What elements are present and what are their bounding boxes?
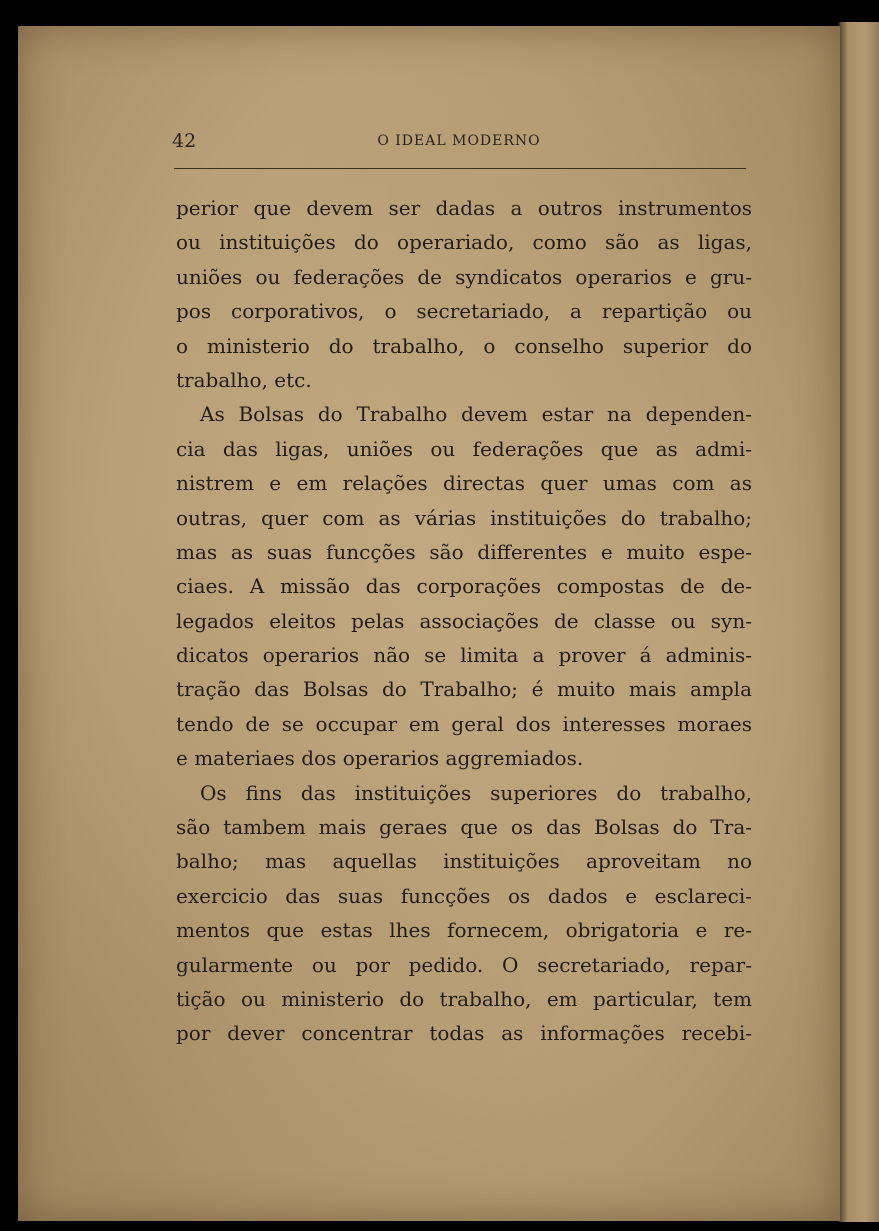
page-header bbox=[170, 130, 748, 156]
text-line: ciaes. A missão das corporações compostas de de- bbox=[176, 574, 752, 599]
text-line: mas as suas funcções são differentes e muito espe- bbox=[176, 539, 752, 564]
text-line: ou instituições do operariado, como são as ligas, bbox=[176, 230, 752, 255]
page-number: 42 bbox=[172, 130, 197, 152]
text-line: tendo de se occupar em geral dos interesses moraes bbox=[176, 711, 752, 736]
text-line: por dever concentrar todas as informações recebi- bbox=[176, 1021, 752, 1046]
header-rule bbox=[174, 168, 746, 169]
text-line: trabalho, etc. bbox=[176, 367, 312, 392]
text-line: e materiaes dos operarios aggremiados. bbox=[176, 746, 584, 771]
text-line: uniões ou federações de syndicatos operarios e gru- bbox=[176, 264, 752, 289]
text-line: Os fins das instituições superiores do trabalho, bbox=[200, 780, 752, 805]
text-line: tração das Bolsas do Trabalho; é muito mais ampla bbox=[176, 677, 752, 702]
text-line: gularmente ou por pedido. O secretariado, repar- bbox=[176, 952, 752, 977]
text-line: outras, quer com as várias instituições do trabalho; bbox=[176, 505, 752, 530]
text-line: balho; mas aquellas instituições aproveitam no bbox=[176, 849, 752, 874]
text-line: perior que devem ser dadas a outros instrumentos bbox=[176, 196, 752, 220]
text-line: legados eleitos pelas associações de classe ou syn- bbox=[176, 608, 752, 633]
text-line: mentos que estas lhes fornecem, obrigatoria e re- bbox=[176, 918, 752, 943]
text-line: pos corporativos, o secretariado, a repartição ou bbox=[176, 299, 752, 324]
text-line: o ministerio do trabalho, o conselho superior do bbox=[176, 333, 752, 358]
text-line: cia das ligas, uniões ou federações que as admi- bbox=[176, 436, 752, 461]
text-line: nistrem e em relações directas quer umas com as bbox=[176, 471, 752, 496]
text-line: As Bolsas do Trabalho devem estar na dependen- bbox=[200, 402, 752, 427]
text-line: exercicio das suas funcções os dados e esclareci- bbox=[176, 883, 752, 908]
body-text bbox=[176, 191, 752, 1051]
text-line: dicatos operarios não se limita a prover á adminis- bbox=[176, 643, 752, 668]
text-line: tição ou ministerio do trabalho, em particular, tem bbox=[176, 986, 752, 1011]
adjacent-page-edge bbox=[838, 22, 879, 1222]
running-title: O IDEAL MODERNO bbox=[377, 133, 541, 149]
text-line: são tambem mais geraes que os das Bolsas do Tra- bbox=[176, 815, 752, 840]
